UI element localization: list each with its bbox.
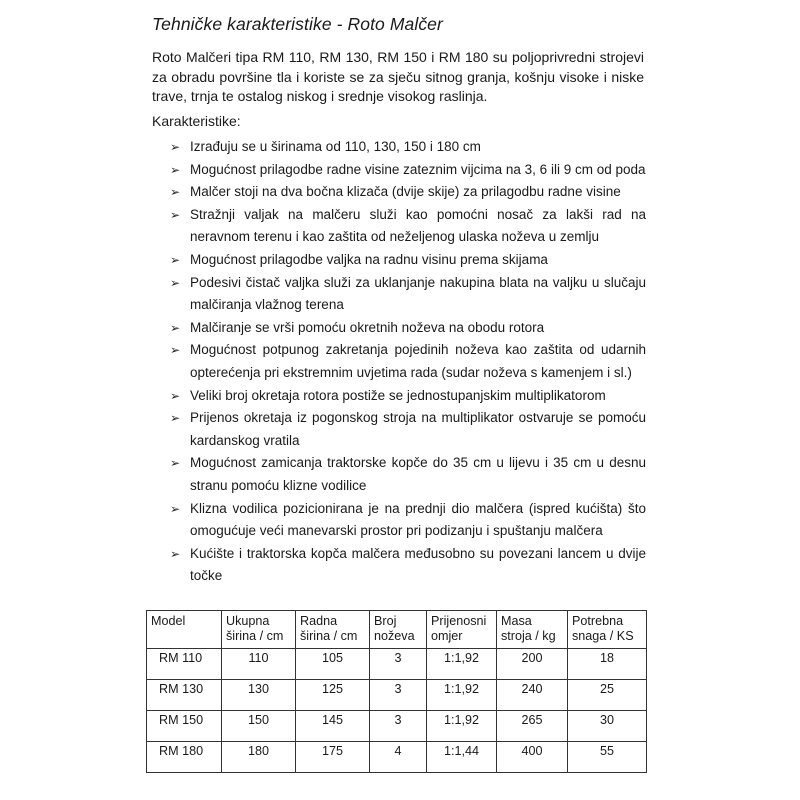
table-cell: 55 <box>568 742 647 773</box>
table-cell: 4 <box>370 742 427 773</box>
table-cell: 105 <box>296 649 370 680</box>
column-header-line: Potrebna <box>572 614 624 628</box>
list-item <box>170 181 646 204</box>
features-list <box>170 136 646 588</box>
table-row <box>147 711 647 742</box>
feature-text: Malčer stoji na dva bočna klizača (dvije skije) za prilagodbu radne visine <box>190 184 621 200</box>
table-cell: 1:1,92 <box>427 711 497 742</box>
feature-text: Mogućnost prilagodbe radne visine zateznim vijcima na 3, 6 ili 9 cm od poda <box>190 161 646 177</box>
column-header <box>497 611 568 649</box>
list-item <box>170 317 646 340</box>
list-item <box>170 543 646 588</box>
table-cell: 125 <box>296 680 370 711</box>
column-header-line: Broj <box>374 614 397 628</box>
feature-text: Stražnji valjak na malčeru služi kao pomoćni nosač za lakši rad na neravnom terenu i kao zaštita od neželjenog ulaska noževa u zemlju <box>190 206 646 245</box>
table-cell: 25 <box>568 680 647 711</box>
column-header-line: stroja / kg <box>501 628 556 643</box>
table-body <box>147 649 647 773</box>
table-cell: 1:1,44 <box>427 742 497 773</box>
list-item <box>170 272 646 317</box>
arrow-bullet-icon: ➢ <box>170 207 181 222</box>
table-cell: 150 <box>222 711 296 742</box>
column-header <box>147 611 222 649</box>
table-cell: 3 <box>370 680 427 711</box>
list-item <box>170 136 646 159</box>
table-row <box>147 680 647 711</box>
feature-text: Mogućnost zamicanja traktorske kopče do 35 cm u lijevu i 35 cm u desnu stranu pomoću klizne vodilice <box>190 455 646 493</box>
feature-text: Mogućnost prilagodbe valjka na radnu visinu prema skijama <box>190 251 548 267</box>
document-title: Tehničke karakteristike - Roto Malčer <box>152 14 443 34</box>
feature-text: Mogućnost potpunog zakretanja pojedinih noževa kao zaštita od udarnih opterećenja pri ekstremnim uvjetima rada (sudar noževa s kamenjem i sl.) <box>190 342 646 380</box>
arrow-bullet-icon: ➢ <box>170 320 181 335</box>
list-item <box>170 452 646 497</box>
column-header-line: Radna <box>300 614 338 628</box>
table-cell: 1:1,92 <box>427 680 497 711</box>
feature-text: Malčiranje se vrši pomoću okretnih noževa na obodu rotora <box>190 319 545 335</box>
model-cell: RM 130 <box>147 680 222 711</box>
feature-text: Klizna vodilica pozicionirana je na prednji dio malčera (ispred kućišta) što omogućuje veći manevarski prostor pri podizanju i spuštanju malčera <box>190 500 646 539</box>
table-cell: 240 <box>497 680 568 711</box>
arrow-bullet-icon: ➢ <box>170 411 181 426</box>
list-item <box>170 339 646 384</box>
table-cell: 1:1,92 <box>427 649 497 680</box>
arrow-bullet-icon: ➢ <box>170 275 181 290</box>
table-row <box>147 649 647 680</box>
column-header-line: širina / cm <box>300 628 358 643</box>
feature-text: Kućište i traktorska kopča malčera međusobno su povezani lancem u dvije točke <box>190 545 646 584</box>
table-cell: 3 <box>370 649 427 680</box>
table-cell: 110 <box>222 649 296 680</box>
arrow-bullet-icon: ➢ <box>170 501 181 516</box>
table-cell: 400 <box>497 742 568 773</box>
list-item <box>170 249 646 272</box>
arrow-bullet-icon: ➢ <box>170 162 181 177</box>
column-header <box>296 611 370 649</box>
column-header-line: Masa <box>501 614 532 628</box>
column-header <box>222 611 296 649</box>
table-cell: 18 <box>568 649 647 680</box>
arrow-bullet-icon: ➢ <box>170 185 181 200</box>
table-cell: 200 <box>497 649 568 680</box>
model-cell: RM 150 <box>147 711 222 742</box>
table-header-row <box>147 611 647 649</box>
list-item <box>170 159 646 182</box>
arrow-bullet-icon: ➢ <box>170 252 181 267</box>
features-heading: Karakteristike: <box>152 113 241 129</box>
feature-text: Prijenos okretaja iz pogonskog stroja na multiplikator ostvaruje se pomoću kardanskog vratila <box>190 410 646 448</box>
arrow-bullet-icon: ➢ <box>170 546 181 561</box>
spec-table <box>146 610 647 773</box>
column-header-line: snaga / KS <box>572 628 634 643</box>
table-cell: 30 <box>568 711 647 742</box>
arrow-bullet-icon: ➢ <box>170 343 181 358</box>
table-cell: 180 <box>222 742 296 773</box>
table-cell: 130 <box>222 680 296 711</box>
table-cell: 175 <box>296 742 370 773</box>
table-row <box>147 742 647 773</box>
list-item <box>170 385 646 408</box>
model-cell: RM 110 <box>147 649 222 680</box>
column-header-line: Ukupna <box>226 614 270 628</box>
list-item <box>170 498 646 543</box>
feature-text: Izrađuju se u širinama od 110, 130, 150 i 180 cm <box>190 139 481 154</box>
column-header-line: Prijenosni <box>431 614 487 628</box>
column-header <box>568 611 647 649</box>
intro-paragraph: Roto Malčeri tipa RM 110, RM 130, RM 150 i RM 180 su poljoprivredni strojevi za obradu površine tla i koriste se za sječu sitnog granja, košnju visoke i niske trave, trnja te ostalog niskog i srednje visokog raslinja. <box>152 49 644 104</box>
model-cell: RM 180 <box>147 742 222 773</box>
arrow-bullet-icon: ➢ <box>170 388 181 403</box>
arrow-bullet-icon: ➢ <box>170 456 181 471</box>
column-header-line: omjer <box>431 628 463 643</box>
column-header-line: širina / cm <box>226 628 284 643</box>
feature-text: Podesivi čistač valjka služi za uklanjanje nakupina blata na valjku u slučaju malčiranja vlažnog terena <box>190 274 646 313</box>
feature-text: Veliki broj okretaja rotora postiže se jednostupanjskim multiplikatorom <box>190 387 606 403</box>
column-header-line: noževa <box>374 628 415 643</box>
column-header-line: Model <box>151 614 186 628</box>
table-cell: 265 <box>497 711 568 742</box>
column-header <box>370 611 427 649</box>
list-item <box>170 204 646 249</box>
list-item <box>170 407 646 452</box>
arrow-bullet-icon: ➢ <box>170 140 181 154</box>
table-cell: 3 <box>370 711 427 742</box>
column-header <box>427 611 497 649</box>
table-cell: 145 <box>296 711 370 742</box>
